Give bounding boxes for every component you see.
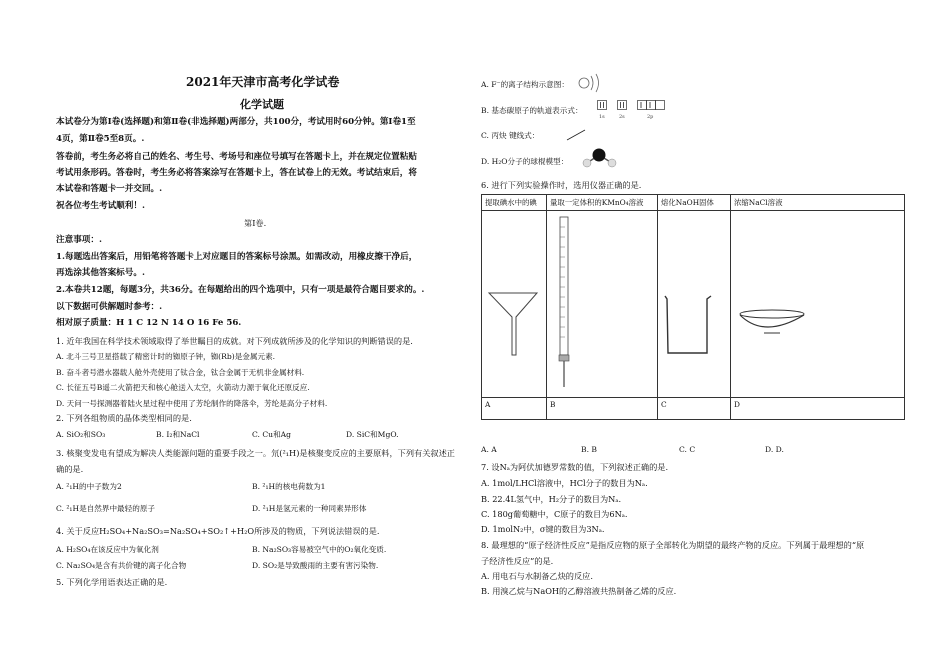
intro-line: 本试卷分为第Ⅰ卷(选择题)和第Ⅱ卷(非选择题)两部分，共100分，考试用时60分钟。第Ⅰ卷1至 <box>56 117 416 127</box>
orbital-diagram <box>597 99 669 123</box>
q2-option-a: A. SiO₂和SO₃ <box>56 430 106 439</box>
table-row <box>482 398 905 420</box>
q5-option-a: A. F⁻的离子结构示意图： <box>481 80 569 89</box>
table-header: 熔化NaOH固体 <box>658 195 731 211</box>
funnel-cell <box>482 211 547 398</box>
q8-option-a: A. 用电石与水制备乙炔的反应. <box>481 571 593 581</box>
table-header: 提取碘水中的碘 <box>482 195 547 211</box>
q7-option-c: C. 180g葡萄糖中，C原子的数目为6Nₐ. <box>481 509 628 519</box>
q1-option-a: A. 北斗三号卫星搭载了精密计时的铷原子钟，铷(Rb)是金属元素. <box>56 352 276 361</box>
q8-stem-cont: 子经济性反应”的是. <box>481 556 554 566</box>
notice-line: 以下数据可供解题时参考：. <box>56 302 163 312</box>
q4-option-d: D. SO₂是导致酸雨的主要有害污染物. <box>252 561 379 570</box>
table-header: 量取一定体积的KMnO₄溶液 <box>547 195 658 211</box>
table-header-row <box>482 195 905 211</box>
beaker-image <box>661 213 727 363</box>
q1-option-c: C. 长征五号B遥二火箭把天和核心舱送入太空，火箭动力源于氧化还原反应. <box>56 383 310 392</box>
burette-image <box>550 213 654 393</box>
notice-line: 2.本卷共12题，每题3分，共36分。在每题给出的四个选项中，只有一项是最符合题目要求的。. <box>56 285 425 295</box>
table-header: 浓缩NaCl溶液 <box>731 195 905 211</box>
table-cell: A <box>482 398 547 420</box>
q5-stem: 5. 下列化学用语表达正确的是. <box>56 577 168 587</box>
q3-option-a: A. ²₁H的中子数为2 <box>56 482 122 491</box>
q7-option-d: D. 1molN₂中，σ键的数目为3Nₐ. <box>481 524 605 534</box>
table-cell: C <box>658 398 731 420</box>
q6-stem: 6. 进行下列实验操作时，选用仪器正确的是. <box>481 180 642 190</box>
funnel-image <box>485 213 543 363</box>
q6-answer-c: C. C <box>679 445 696 454</box>
q4-option-c: C. Na₂SO₄是含有共价键的离子化合物 <box>56 561 187 570</box>
q7-option-a: A. 1mol/LHCl溶液中，HCl分子的数目为Nₐ. <box>481 478 648 488</box>
q2-stem: 2. 下列各组物质的晶体类型相同的是. <box>56 413 192 423</box>
q4-option-a: A. H₂SO₄在该反应中为氧化剂 <box>56 545 159 554</box>
q2-option-d: D. SiC和MgO. <box>346 430 399 439</box>
q2-option-b: B. I₂和NaCl <box>156 430 200 439</box>
ion-structure-diagram <box>576 72 602 94</box>
q5-option-c: C. 丙炔 键线式： <box>481 131 540 140</box>
q6-answer-a: A. A <box>481 445 497 454</box>
atomic-mass-line: 相对原子质量：H 1 C 12 N 14 O 16 Fe 56. <box>56 318 242 328</box>
intro-line: 祝各位考生考试顺利！. <box>56 201 145 211</box>
water-ball-stick-model <box>579 146 621 170</box>
q1-option-d: D. 天问一号探测器着陆火星过程中使用了芳纶制作的降落伞，芳纶是高分子材料. <box>56 399 328 408</box>
q4-option-b: B. Na₂SO₃容易被空气中的O₂氧化变质. <box>252 545 387 554</box>
notice-title: 注意事项：. <box>56 235 102 245</box>
q5-option-b: B. 基态碳原子的轨道表示式： <box>481 106 583 115</box>
q3-stem: 3. 核聚变发电有望成为解决人类能源问题的重要手段之一。氘(²₁H)是核聚变反应的主要原料，下列有关叙述正 <box>56 448 455 458</box>
q8-option-b: B. 用溴乙烷与NaOH的乙醇溶液共热制备乙烯的反应. <box>481 586 677 596</box>
q8-stem: 8. 最理想的“原子经济性反应”是指反应物的原子全部转化为期望的最终产物的反应。下列属于最理想的“原 <box>481 540 865 550</box>
notice-line: 1.每题选出答案后，用铅笔将答题卡上对应题目的答案标号涂黑。如需改动，用橡皮擦干净后， <box>56 252 418 262</box>
q3-stem-cont: 确的是. <box>56 464 84 474</box>
q6-apparatus-table <box>481 194 905 420</box>
q3-option-c: C. ²₁H是自然界中最轻的原子 <box>56 504 156 513</box>
q6-answer-d: D. D. <box>765 445 784 454</box>
q3-option-b: B. ²₁H的核电荷数为1 <box>252 482 326 491</box>
q4-stem: 4. 关于反应H₂SO₄+Na₂SO₃=Na₂SO₄+SO₂↑+H₂O所涉及的物质，下列说法错误的是. <box>56 526 380 536</box>
q1-stem: 1. 近年我国在科学技术领域取得了举世瞩目的成就。对下列成就所涉及的化学知识的判断错误的是. <box>56 336 413 346</box>
orbital-label-2s: 2s <box>619 114 625 120</box>
page-title: 2021年天津市高考化学试卷 <box>186 75 340 89</box>
intro-line: 考试用条形码。答卷时，考生务必将答案涂写在答题卡上，答在试卷上的无效。考试结束后，将 <box>56 168 417 178</box>
notice-line: 再选涂其他答案标号。. <box>56 268 145 278</box>
table-row <box>482 211 905 398</box>
orbital-label-2p: 2p <box>647 114 654 120</box>
page-subtitle: 化学试题 <box>240 98 284 111</box>
intro-line: 本试卷和答题卡一并交回。. <box>56 184 163 194</box>
q2-option-c: C. Cu和Ag <box>252 430 292 439</box>
q7-option-b: B. 22.4L氢气中，H₂分子的数目为Nₐ. <box>481 494 622 504</box>
q5-option-d: D. H₂O分子的球棍模型： <box>481 157 569 166</box>
q6-answer-b: B. B <box>581 445 597 454</box>
q3-option-d: D. ²₁H是氢元素的一种同素异形体 <box>252 504 367 513</box>
beaker-cell <box>658 211 731 398</box>
q7-stem: 7. 设Nₐ为阿伏加德罗常数的值，下列叙述正确的是. <box>481 462 669 472</box>
intro-line: 答卷前，考生务必将自己的姓名、考生号、考场号和座位号填写在答题卡上，并在规定位置粘贴 <box>56 152 417 162</box>
evaporating-dish-cell <box>731 211 905 398</box>
q1-option-b: B. 奋斗者号潜水器载人舱外壳使用了钛合金，钛合金属于无机非金属材料. <box>56 368 305 377</box>
evaporating-dish-image <box>734 213 854 363</box>
section-heading: 第Ⅰ卷. <box>244 218 267 228</box>
burette-cell <box>547 211 658 398</box>
orbital-label-1s: 1s <box>599 114 605 120</box>
table-cell: B <box>547 398 658 420</box>
table-cell: D <box>731 398 905 420</box>
intro-line: 4页，第Ⅱ卷5至8页。. <box>56 134 145 144</box>
propyne-skeletal-formula <box>565 128 587 142</box>
